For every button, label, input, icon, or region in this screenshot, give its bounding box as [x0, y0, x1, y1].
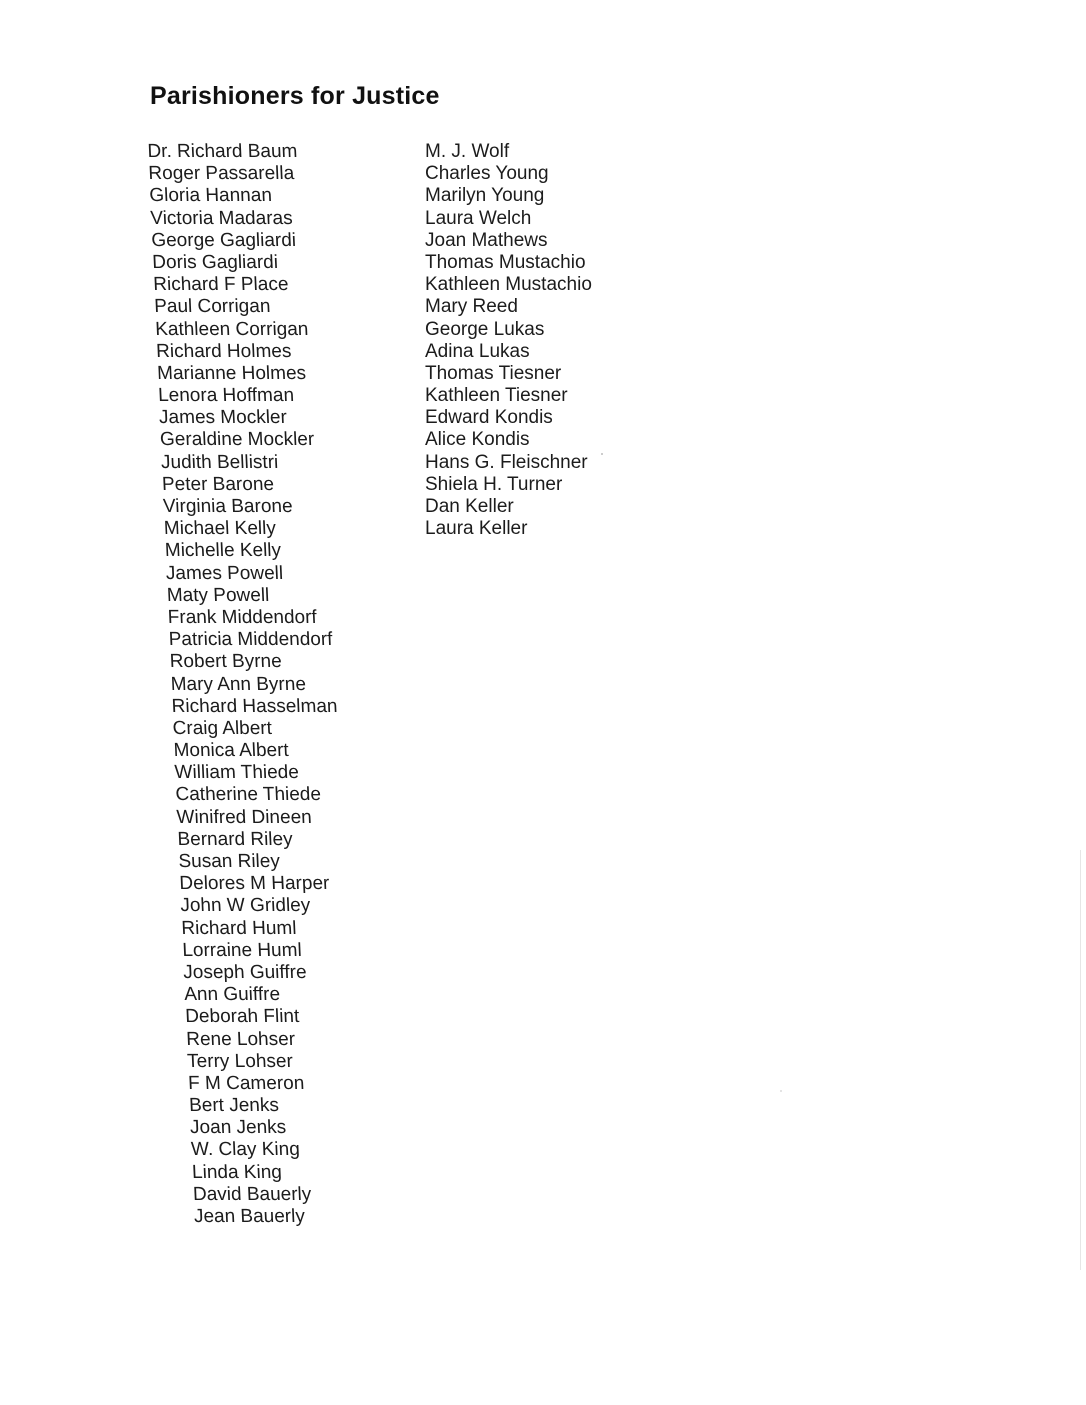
name-item: Joan Mathews [425, 229, 548, 251]
name-item: Peter Barone [161, 473, 275, 495]
name-item: George Gagliardi [150, 229, 297, 251]
name-item: Catherine Thiede [175, 784, 322, 806]
name-item: Judith Bellistri [160, 451, 279, 473]
name-item: Charles Young [425, 163, 549, 185]
name-item: Doris Gagliardi [151, 251, 279, 273]
name-item: Victoria Madaras [149, 207, 294, 229]
name-item: Geraldine Mockler [159, 429, 315, 451]
scan-speck [780, 1090, 782, 1092]
name-item: Dan Keller [425, 496, 514, 517]
name-item: Bernard Riley [177, 828, 294, 850]
name-item: James Powell [165, 562, 284, 584]
name-item: Virginia Barone [162, 496, 293, 517]
scan-speck [601, 453, 603, 455]
name-item: Michelle Kelly [164, 540, 282, 562]
name-item: Lorraine Huml [181, 939, 303, 961]
name-item: Edward Kondis [425, 407, 553, 429]
name-item: Joan Jenks [189, 1117, 287, 1139]
name-item: Joseph Guiffre [182, 961, 307, 983]
name-item: David Bauerly [192, 1183, 312, 1205]
name-item: Shiela H. Turner [425, 473, 563, 495]
scan-edge-line [1080, 850, 1081, 1270]
name-item: Gloria Hannan [148, 185, 273, 207]
name-item: Kathleen Mustachio [425, 274, 592, 296]
name-item: Deborah Flint [184, 1006, 300, 1028]
name-item: F M Cameron [187, 1072, 305, 1094]
name-item: John W Gridley [179, 895, 311, 917]
name-item: Roger Passarella [147, 163, 295, 185]
name-item: Delores M Harper [178, 873, 330, 895]
name-item: Winifred Dineen [176, 806, 313, 828]
name-item: Robert Byrne [169, 651, 283, 673]
name-item: Adina Lukas [425, 340, 530, 362]
name-item: Michael Kelly [163, 518, 277, 540]
name-item: Richard F Place [152, 274, 289, 296]
name-item: Richard Hasselman [171, 695, 338, 717]
name-item: Bert Jenks [188, 1095, 280, 1117]
name-item: Marianne Holmes [156, 362, 307, 384]
name-item: M. J. Wolf [425, 141, 510, 162]
name-item: Laura Welch [425, 207, 532, 229]
name-item: Jean Bauerly [193, 1206, 306, 1227]
name-item: Frank Middendorf [167, 606, 318, 628]
name-item: Hans G. Fleischner [425, 451, 588, 473]
name-item: Monica Albert [173, 740, 290, 762]
names-column-right [425, 141, 592, 540]
name-item: Mary Reed [425, 296, 518, 318]
name-item: Mary Ann Byrne [170, 673, 307, 695]
name-item: Laura Keller [425, 518, 528, 540]
name-item: Marilyn Young [425, 185, 545, 207]
name-item: Susan Riley [177, 851, 281, 872]
name-item: W. Clay King [190, 1139, 301, 1161]
name-item: Richard Holmes [155, 340, 292, 362]
name-item: Lenora Hoffman [157, 385, 295, 407]
name-item: Linda King [191, 1161, 283, 1183]
name-item: Alice Kondis [425, 429, 530, 451]
name-item: Patricia Middendorf [168, 629, 333, 651]
name-item: William Thiede [174, 762, 300, 784]
name-item: James Mockler [158, 407, 288, 429]
name-item: Ann Guiffre [183, 984, 281, 1006]
name-item: Richard Huml [180, 917, 297, 939]
page-title: Parishioners for Justice [150, 82, 440, 110]
name-item: Rene Lohser [185, 1028, 296, 1050]
name-item: George Lukas [425, 318, 545, 340]
names-column-left [147, 141, 360, 1228]
name-item: Maty Powell [166, 584, 270, 606]
name-item: Thomas Mustachio [425, 251, 586, 273]
name-item: Paul Corrigan [153, 296, 271, 318]
name-item: Craig Albert [172, 717, 273, 739]
name-item: Kathleen Tiesner [425, 385, 568, 407]
name-item: Thomas Tiesner [425, 362, 562, 384]
name-item: Dr. Richard Baum [147, 141, 298, 162]
name-item: Terry Lohser [186, 1050, 294, 1072]
name-item: Kathleen Corrigan [154, 318, 309, 340]
